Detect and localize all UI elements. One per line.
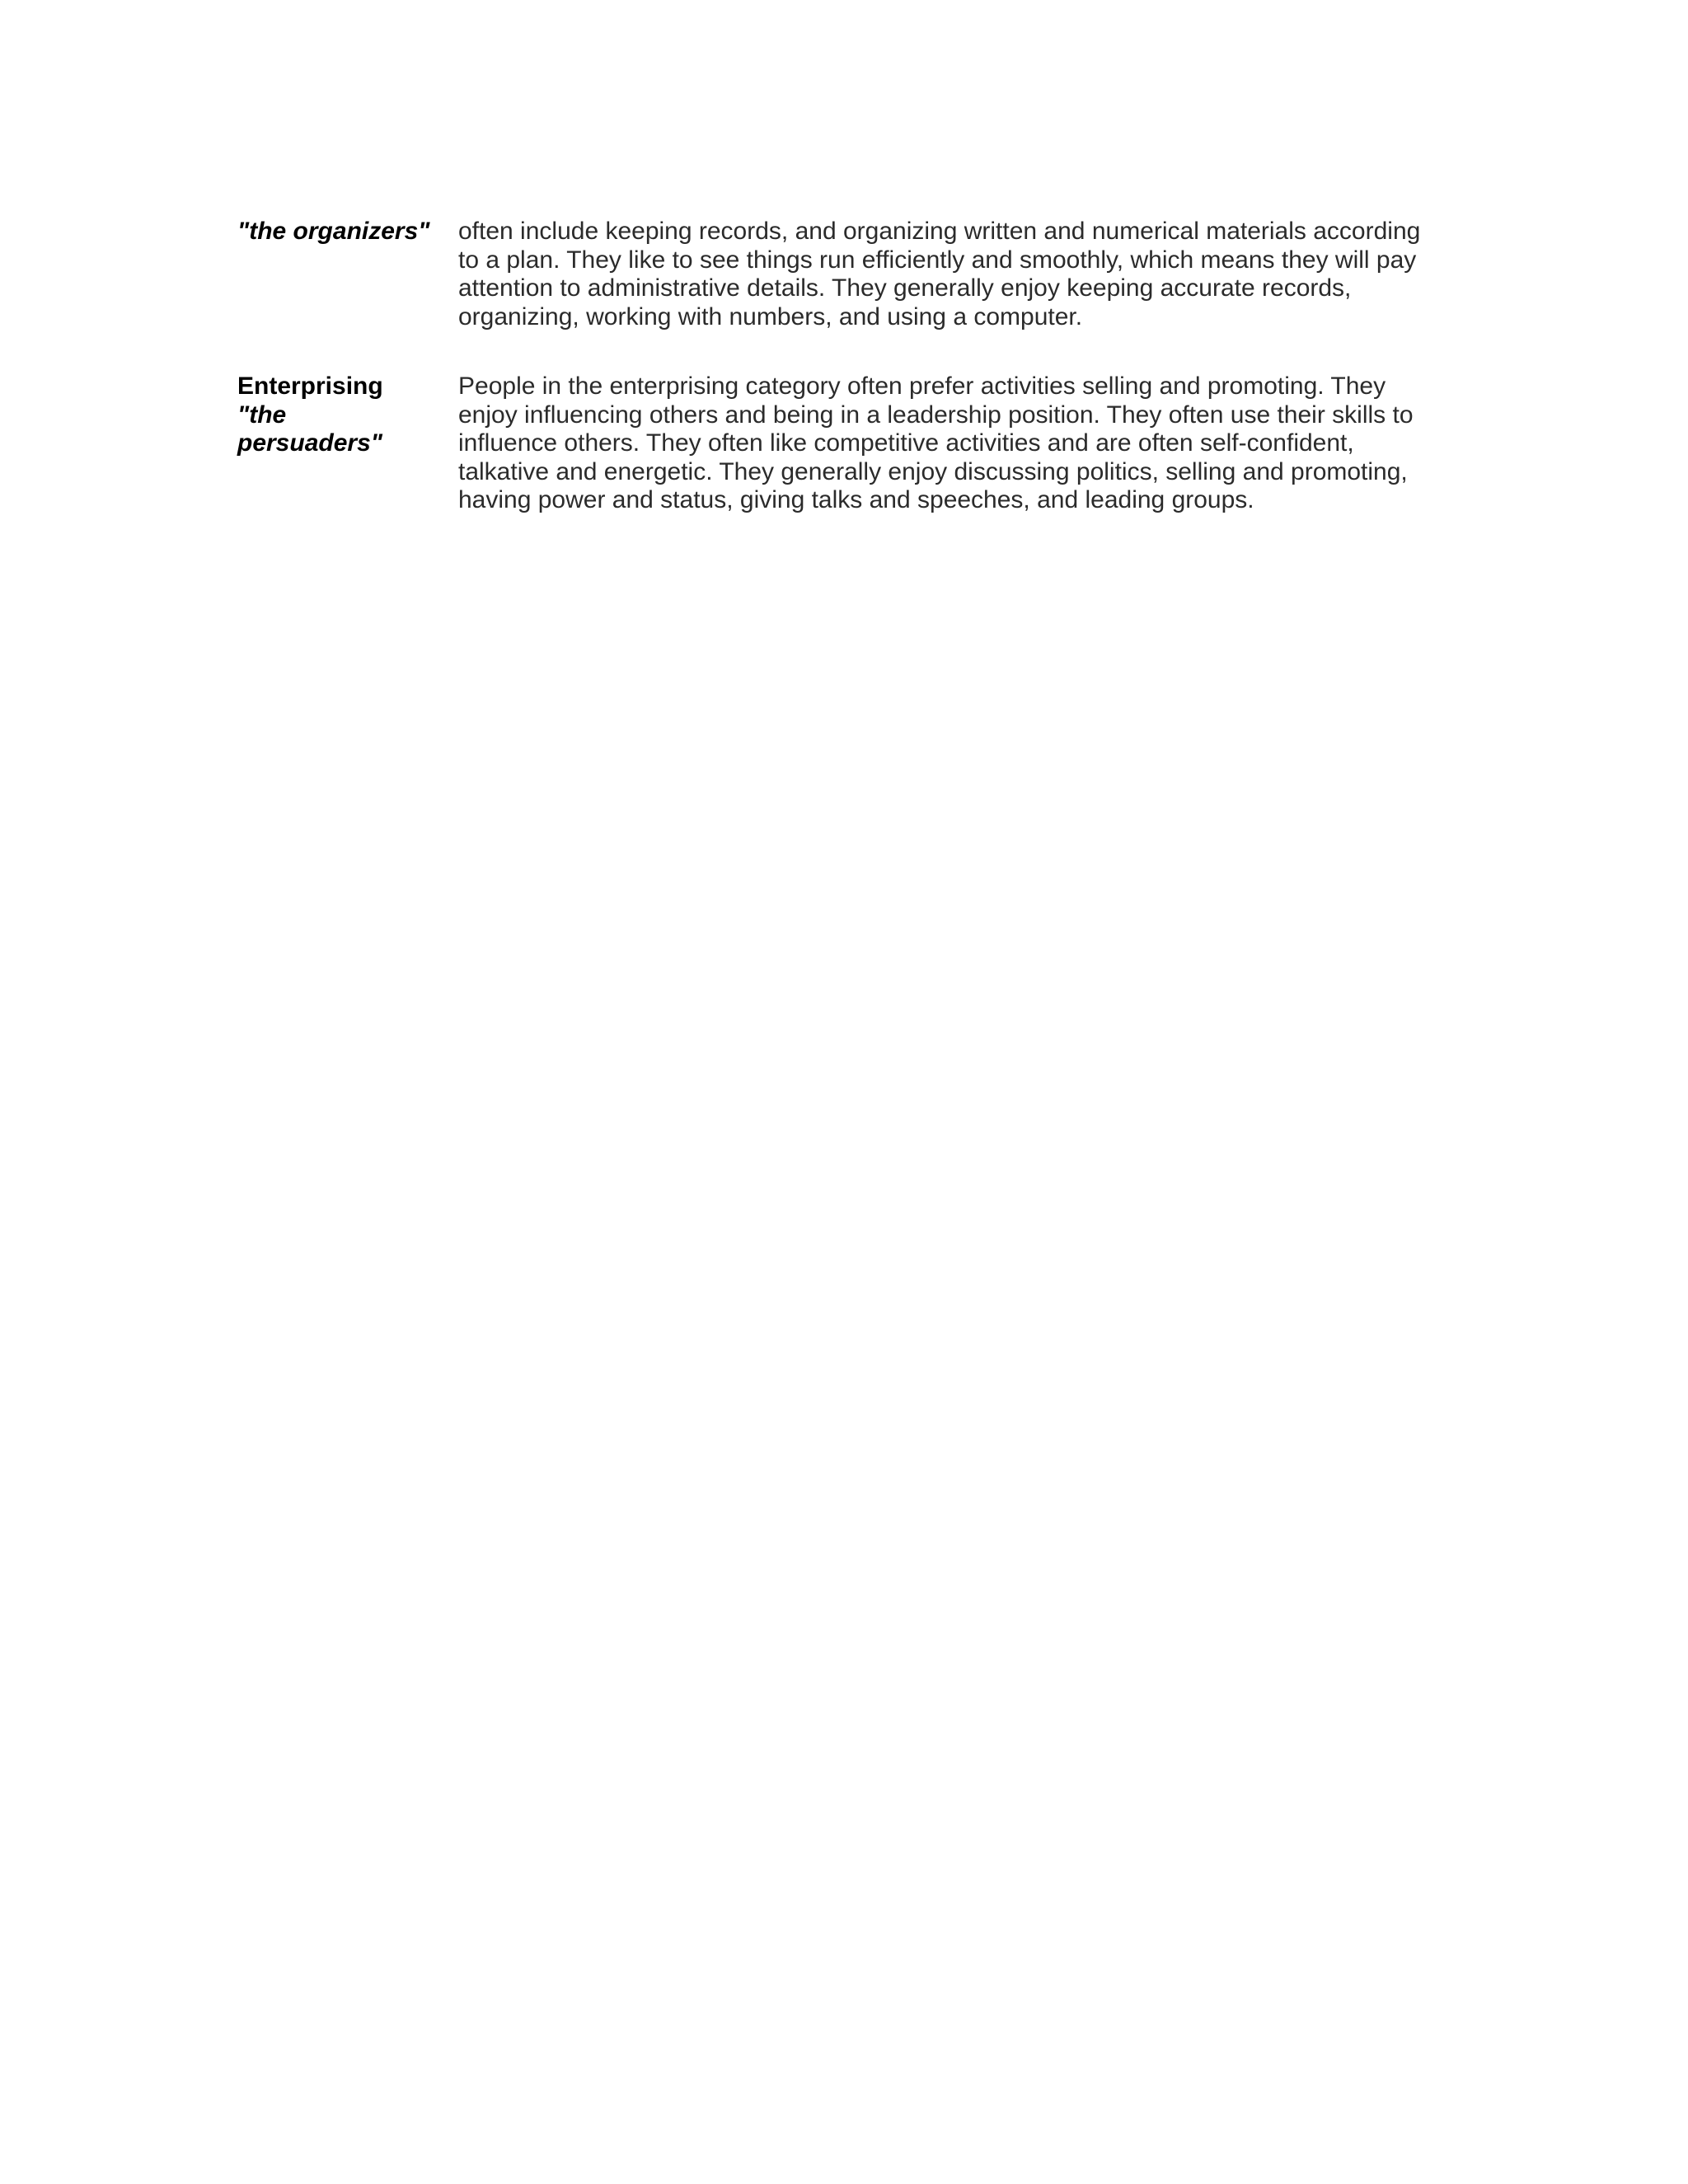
entry-term xyxy=(237,373,443,458)
description-line: to a plan. They like to see things run efficiently and smoothly, which means they will pay xyxy=(458,246,1417,274)
entry-description xyxy=(458,373,1662,515)
description-line: talkative and energetic. They generally enjoy discussing politics, selling and promoting, xyxy=(458,457,1408,485)
description-line: often include keeping records, and organizing written and numerical materials according xyxy=(458,218,1421,245)
entry-nickname: "the organizers" xyxy=(237,218,430,245)
description-line: organizing, working with numbers, and using a computer. xyxy=(458,302,1083,330)
description-line: having power and status, giving talks and speeches, and leading groups. xyxy=(458,486,1254,513)
entry-name: Enterprising xyxy=(237,373,383,400)
entry-term xyxy=(237,218,443,246)
entry-nickname: persuaders" xyxy=(237,429,382,457)
description-line: influence others. They often like competitive activities and are often self-confident, xyxy=(458,429,1354,457)
entry-nickname: "the xyxy=(237,401,287,429)
description-line: People in the enterprising category often prefer activities selling and promoting. They xyxy=(458,373,1386,400)
description-line: attention to administrative details. They generally enjoy keeping accurate records, xyxy=(458,274,1352,302)
entry-description xyxy=(458,218,1662,331)
description-line: enjoy influencing others and being in a leadership position. They often use their skills to xyxy=(458,401,1414,429)
